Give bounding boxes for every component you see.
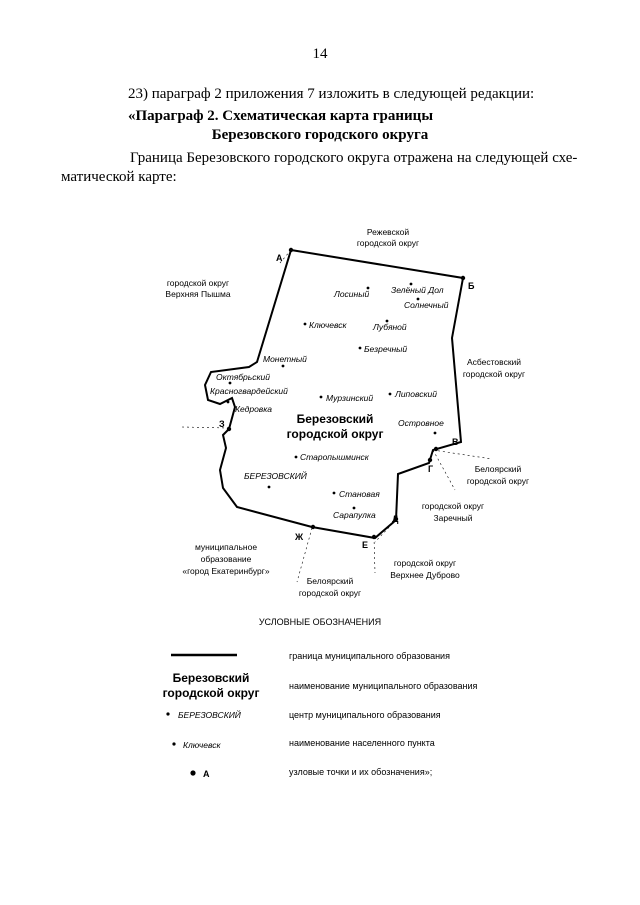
neighbor-ekb-1: муниципальное — [194, 542, 258, 552]
settlement-dot-oktyabrsky — [229, 382, 232, 385]
settlement-dot-murzinsky — [320, 396, 323, 399]
neighbor-ekb-3: «город Екатеринбург» — [182, 566, 270, 576]
settlement-label-staropyshminsk: Старопышминск — [300, 452, 369, 462]
node-label-z: З — [219, 419, 225, 429]
district-title-line1: Березовский — [296, 412, 374, 426]
settlement-dot-lipovsky — [389, 393, 392, 396]
node-point-a — [289, 248, 293, 252]
settlement-label-sarapulka: Сарапулка — [333, 510, 376, 520]
settlement-label-monetny: Монетный — [263, 354, 307, 364]
neighbor-zarechny-2: Заречный — [433, 513, 473, 523]
amendment-text: 23) параграф 2 приложения 7 изложить в следующей редакции: — [128, 86, 535, 102]
settlement-dot-bezrechny — [359, 347, 362, 350]
node-point-z — [227, 427, 231, 431]
node-point-v — [434, 447, 438, 451]
neighbor-dubrovo-1: городской округ — [393, 558, 457, 568]
neighbor-dubrovo-2: Верхнее Дуброво — [390, 570, 460, 580]
neighbor-rezh-1: Режевской — [366, 227, 410, 237]
district-title-line2: городской округ — [286, 427, 384, 441]
settlement-label-bezrechny: Безречный — [364, 344, 408, 354]
node-label-d: Д — [392, 514, 399, 524]
settlement-dot-klyuchevsk — [304, 323, 307, 326]
settlement-dot-sarapulka — [353, 507, 356, 510]
settlement-label-losiny: Лосиный — [334, 289, 370, 299]
node-point-e — [372, 535, 376, 539]
legend-name-sample-line1: Березовский — [172, 671, 250, 685]
settlement-label-berezovsky: БЕРЕЗОВСКИЙ — [244, 471, 307, 481]
node-point-zh — [311, 525, 315, 529]
neighbor-beloyarsky-east-1: Белоярский — [474, 464, 522, 474]
page-number: 14 — [312, 46, 328, 62]
legend-center-sample: БЕРЕЗОВСКИЙ — [178, 710, 241, 720]
legend-settlement-dot-icon — [172, 742, 175, 745]
legend-node-sample: А — [203, 769, 210, 779]
legend-center-desc: центр муниципального образования — [289, 710, 441, 720]
settlement-dot-monetny — [282, 365, 285, 368]
settlement-dot-ostrovnoe — [434, 432, 437, 435]
node-label-a: А — [276, 253, 283, 263]
settlement-dot-kedrovka — [227, 401, 230, 404]
neighbor-zarechny-1: городской округ — [421, 501, 485, 511]
settlement-label-ostrovnoe: Островное — [398, 418, 444, 428]
intro-text-line2: матической карте: — [61, 169, 177, 185]
settlement-label-lipovsky: Липовский — [395, 389, 437, 399]
node-point-b — [461, 276, 465, 280]
settlement-label-lubyanoy: Лубяной — [373, 322, 407, 332]
legend-name-desc: наименование муниципального образования — [289, 681, 478, 691]
paragraph-title-line1: «Параграф 2. Схематическая карта границы — [128, 108, 434, 124]
settlement-dot-berezovsky — [268, 486, 271, 489]
intro-text-line1: Граница Березовского городского округа отражена на следующей схе- — [130, 150, 578, 166]
node-label-v: В — [452, 437, 459, 447]
neighbor-ekb-2: образование — [200, 554, 252, 564]
paragraph-title-line2: Березовского городского округа — [211, 127, 429, 143]
neighbor-vpyshma-1: городской округ — [166, 278, 230, 288]
settlement-label-oktyabrsky: Октябрьский — [216, 372, 270, 382]
neighbor-beloyarsky-east-2: городской округ — [466, 476, 530, 486]
node-label-e: Е — [362, 540, 369, 550]
legend-center-dot-icon — [166, 712, 169, 715]
legend-boundary-desc: граница муниципального образования — [289, 651, 450, 661]
node-label-b: Б — [468, 281, 475, 291]
settlement-label-klyuchevsk: Ключевск — [309, 320, 347, 330]
legend-node-desc: узловые точки и их обозначения»; — [289, 767, 433, 777]
settlement-label-stanovaya: Становая — [339, 489, 380, 499]
settlement-label-murzinsky: Мурзинский — [326, 393, 374, 403]
neighbor-asbest-2: городской округ — [462, 369, 526, 379]
settlement-dot-staropyshminsk — [295, 456, 298, 459]
legend-name-sample-line2: городской округ — [162, 686, 260, 700]
settlement-label-solnechny: Солнечный — [404, 300, 449, 310]
settlement-dot-stanovaya — [333, 492, 336, 495]
settlement-label-zeleny-dol: Зелёный Дол — [391, 285, 444, 295]
legend-settlement-desc: наименование населенного пункта — [289, 738, 435, 748]
node-point-g — [428, 458, 432, 462]
neighbor-rezh-2: городской округ — [356, 238, 420, 248]
neighbor-vpyshma-2: Верхняя Пышма — [165, 289, 231, 299]
legend-settlement-sample: Ключевск — [183, 740, 221, 750]
neighbor-beloyarsky-south-2: городской округ — [298, 588, 362, 598]
neighbor-asbest-1: Асбестовский — [466, 357, 522, 367]
legend-node-dot-icon — [190, 770, 195, 775]
neighbor-beloyarsky-south-1: Белоярский — [306, 576, 354, 586]
legend-title: УСЛОВНЫЕ ОБОЗНАЧЕНИЯ — [258, 617, 382, 627]
node-label-g: Г — [428, 464, 434, 474]
settlement-label-kedrovka: Кедровка — [235, 404, 272, 414]
node-label-zh: Ж — [295, 532, 304, 542]
settlement-label-krasnogvardeysky: Красногвардейский — [210, 386, 288, 396]
